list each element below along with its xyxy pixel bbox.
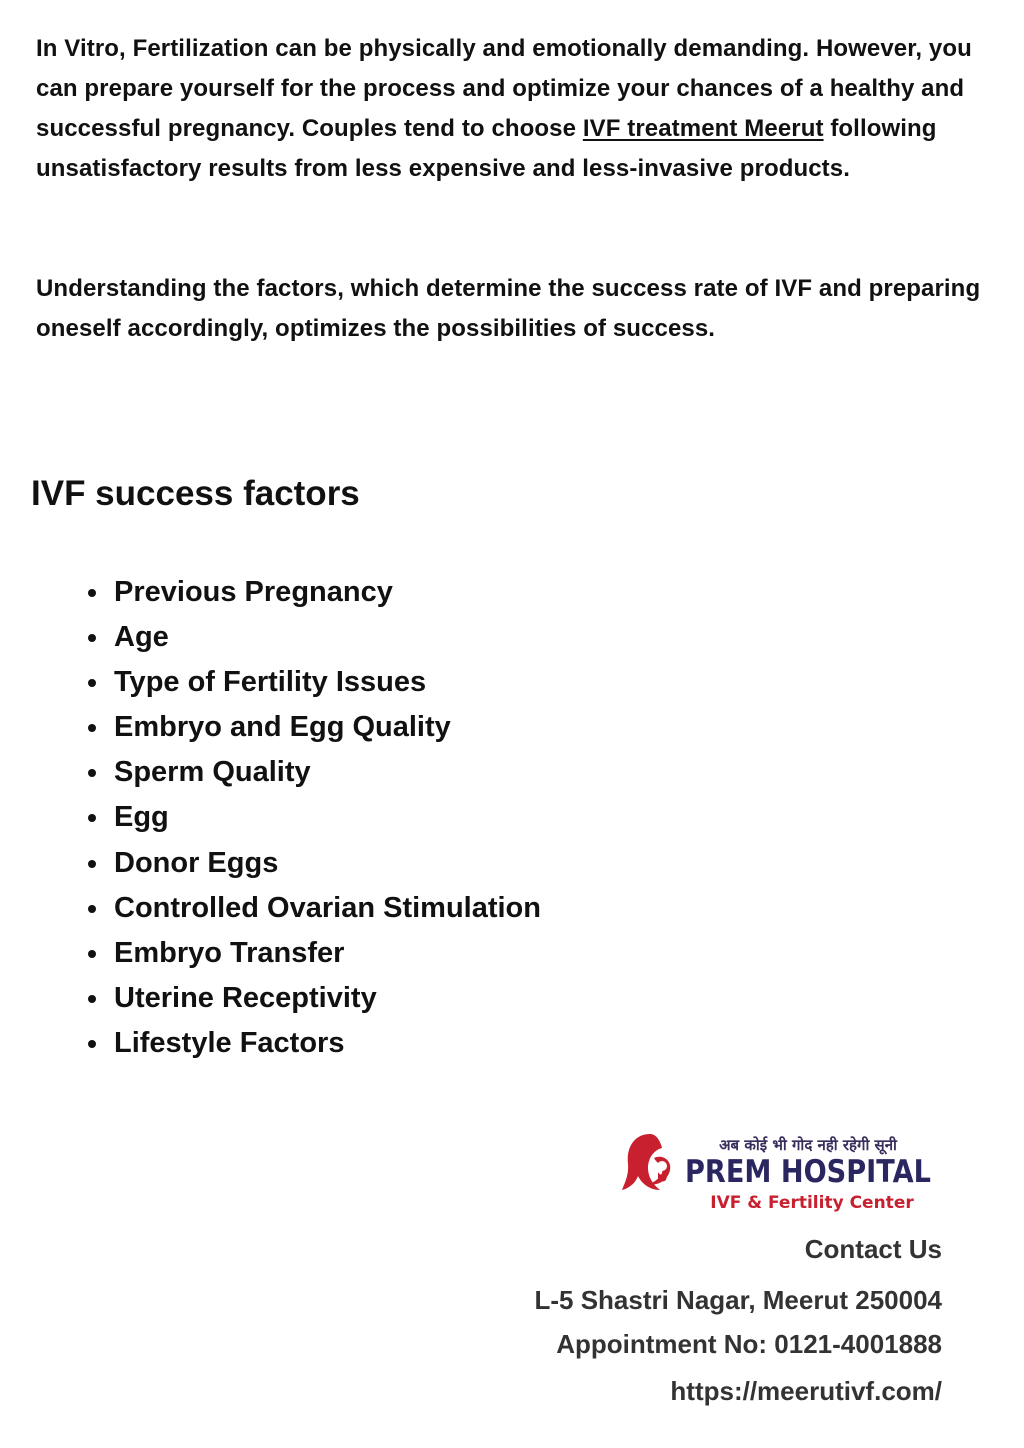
list-item: Controlled Ovarian Stimulation [84,886,541,931]
section-heading: IVF success factors [31,474,360,513]
success-factors-list [84,570,541,1066]
list-item: Type of Fertility Issues [84,660,541,705]
contact-phone: Appointment No: 0121-4001888 [556,1329,942,1359]
intro-paragraph-2: Understanding the factors, which determine the success rate of IVF and preparing oneself accordingly, optimizes the possibilities of success. [36,275,981,342]
list-item: Uterine Receptivity [84,976,541,1021]
list-item: Age [84,615,541,660]
list-item: Donor Eggs [84,841,541,886]
ivf-treatment-meerut-link[interactable]: IVF treatment Meerut [582,115,824,142]
list-item: Lifestyle Factors [84,1021,541,1066]
intro-paragraph-1 [36,29,986,189]
list-item: Previous Pregnancy [84,570,541,615]
logo-tagline: अब कोई भी गोद नही रहेगी सूनी [719,1136,897,1154]
intro-text-before-link: In Vitro, Fertilization can be physically and emotionally demanding. However, you can prepare yourself for the process and optimize your chances of a healthy and successful pregnancy. Couples tend to choose [36,35,972,142]
mother-child-emblem-icon [622,1134,670,1190]
intro-text-after-link: following unsatisfactory results from less expensive and less-invasive products. [36,115,937,182]
logo-hospital-name: PREM HOSPITAL [685,1154,931,1190]
list-item: Sperm Quality [84,750,541,795]
contact-address: L-5 Shastri Nagar, Meerut 250004 [534,1285,942,1315]
prem-hospital-logo [620,1128,940,1218]
list-item: Embryo Transfer [84,931,541,976]
contact-title: Contact Us [804,1234,942,1264]
logo-subtitle: IVF & Fertility Center [710,1193,914,1213]
website-link[interactable]: https://meerutivf.com/ [670,1376,942,1406]
list-item: Egg [84,795,541,840]
list-item: Embryo and Egg Quality [84,705,541,750]
